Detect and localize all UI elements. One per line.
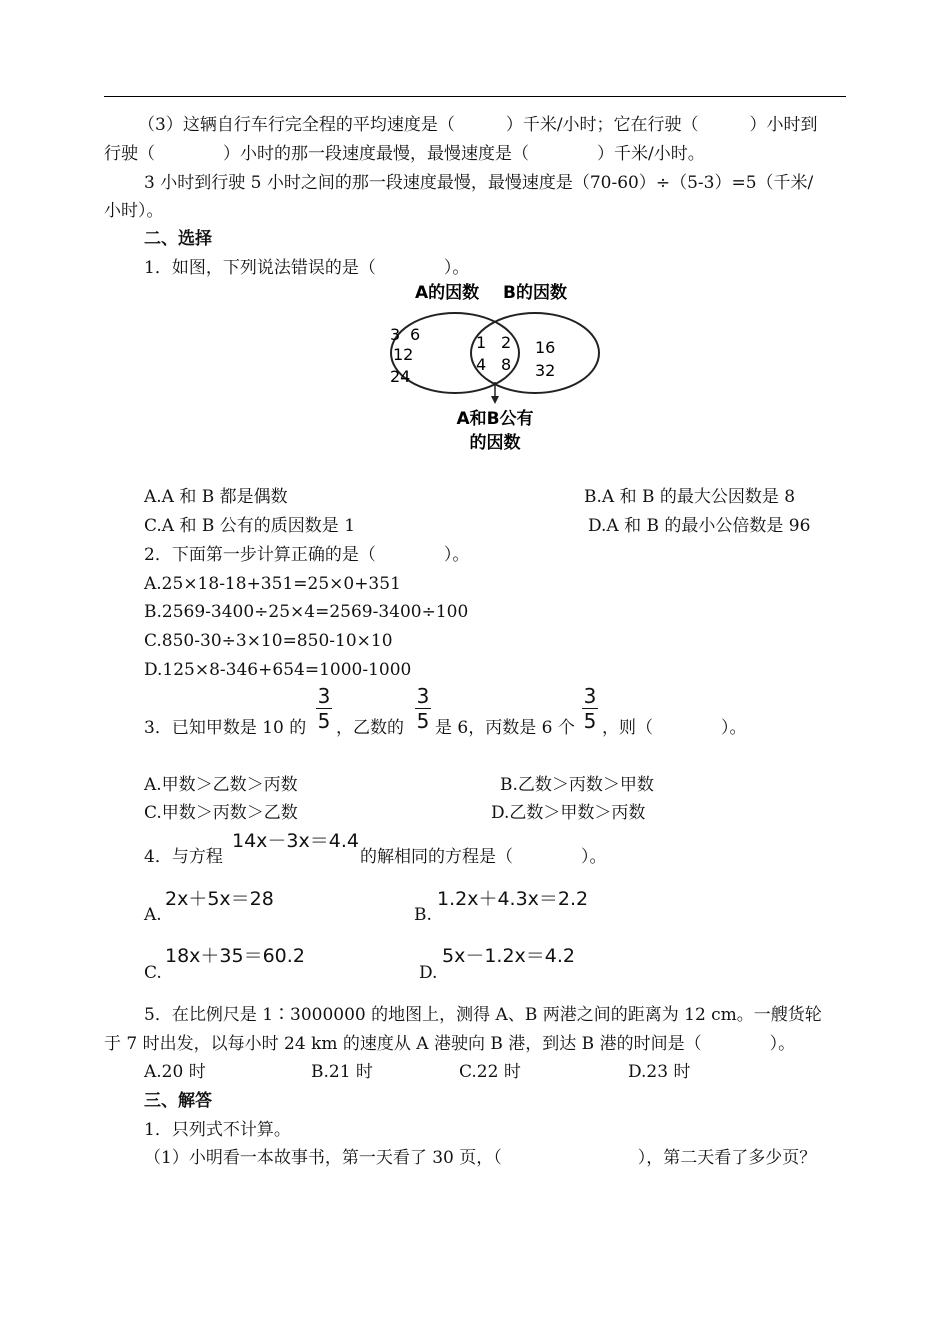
venn-left-num: 24 — [390, 367, 411, 386]
q4-option-a-label: A. — [144, 905, 162, 925]
q1-option-a: A.A 和 B 都是偶数 — [144, 487, 288, 507]
venn-diagram — [385, 278, 605, 458]
venn-mid-num: 1 — [476, 333, 487, 352]
q4-option-b-equation: 1.2x＋4.3x＝2.2 — [437, 888, 589, 910]
q4-stem-part2: 的解相同的方程是（ ）。 — [360, 847, 607, 867]
p3-answer-line1: 3 小时到行驶 5 小时之间的那一段速度最慢，最慢速度是（70-60）÷（5-3）=5（千米/ — [144, 173, 814, 193]
q5-stem-line1: 5．在比例尺是 1∶3000000 的地图上，测得 A、B 两港之间的距离为 12 cm。一艘货轮 — [144, 1005, 822, 1025]
q4-option-d-label: D. — [419, 963, 438, 983]
q4-option-c-equation: 18x＋35＝60.2 — [165, 945, 305, 967]
fraction-three-fifths — [415, 685, 431, 732]
fraction-denominator: 5 — [317, 709, 331, 733]
venn-common-label1: A和B公有 — [456, 409, 534, 429]
q1-option-c: C.A 和 B 公有的质因数是 1 — [144, 516, 356, 536]
fraction-denominator: 5 — [416, 709, 430, 733]
venn-left-num: 6 — [410, 325, 421, 344]
q4-stem-part1: 4．与方程 — [144, 847, 223, 867]
q3-stem-part2: ，乙数的 — [336, 718, 404, 738]
q1-stem: 1．如图，下列说法错误的是（ ）。 — [144, 258, 470, 278]
q2-option-a: A.25×18-18+351=25×0+351 — [144, 574, 401, 594]
fraction-numerator: 3 — [416, 684, 430, 708]
q5-option-c: C.22 时 — [459, 1062, 521, 1082]
venn-mid-num: 2 — [501, 333, 512, 352]
q2-option-d: D.125×8-346+654=1000-1000 — [144, 660, 412, 680]
s3q1-sub1: （1）小明看一本故事书，第一天看了 30 页，（ ），第二天看了多少页？ — [144, 1148, 817, 1168]
q5-option-a: A.20 时 — [144, 1062, 206, 1082]
s3q1-stem: 1．只列式不计算。 — [144, 1120, 291, 1140]
q4-equation: 14x－3x＝4.4 — [232, 830, 359, 852]
q3-option-a: A.甲数＞乙数＞丙数 — [144, 775, 298, 795]
p3-answer-line2: 小时）。 — [104, 201, 164, 221]
q3-stem-part3: 是 6，丙数是 6 个 — [435, 718, 575, 738]
q5-option-b: B.21 时 — [311, 1062, 373, 1082]
q3-stem-part1: 3．已知甲数是 10 的 — [144, 718, 307, 738]
q4-option-a-equation: 2x＋5x＝28 — [165, 888, 274, 910]
p3-question-line2: 行驶（ ）小时的那一段速度最慢，最慢速度是（ ）千米/小时。 — [104, 144, 705, 164]
q3-option-c: C.甲数＞丙数＞乙数 — [144, 803, 298, 823]
q2-option-c: C.850-30÷3×10=850-10×10 — [144, 631, 393, 651]
fraction-three-fifths — [582, 685, 598, 732]
venn-arrow-head — [491, 396, 499, 404]
q3-stem-part4: ，则（ ）。 — [602, 718, 747, 738]
q3-option-b: B.乙数＞丙数＞甲数 — [500, 775, 654, 795]
q1-option-d: D.A 和 B 的最小公倍数是 96 — [588, 516, 811, 536]
q5-stem-line2: 于 7 时出发，以每小时 24 km 的速度从 A 港驶向 B 港，到达 B 港的时间是（ ）。 — [104, 1034, 796, 1054]
p3-question-line1: （3）这辆自行车行完全程的平均速度是（ ）千米/小时；它在行驶（ ）小时到 — [138, 115, 818, 135]
venn-mid-num: 8 — [501, 355, 512, 374]
q3-option-d: D.乙数＞甲数＞丙数 — [491, 803, 646, 823]
venn-mid-num: 4 — [476, 355, 487, 374]
header-rule — [104, 96, 846, 97]
venn-label-a: A的因数 — [415, 283, 480, 303]
fraction-numerator: 3 — [317, 684, 331, 708]
venn-right-num: 16 — [535, 338, 556, 357]
venn-right-num: 32 — [535, 361, 556, 380]
section-title-choice: 二、选择 — [144, 229, 212, 249]
q4-option-b-label: B. — [414, 905, 432, 925]
section-title-answer: 三、解答 — [144, 1091, 212, 1111]
fraction-denominator: 5 — [583, 709, 597, 733]
q2-stem: 2．下面第一步计算正确的是（ ）。 — [144, 545, 470, 565]
fraction-three-fifths — [316, 685, 332, 732]
q4-option-d-equation: 5x－1.2x＝4.2 — [442, 945, 576, 967]
q5-option-d: D.23 时 — [628, 1062, 691, 1082]
venn-left-num: 3 — [390, 325, 401, 344]
fraction-numerator: 3 — [583, 684, 597, 708]
q1-option-b: B.A 和 B 的最大公因数是 8 — [584, 487, 796, 507]
q2-option-b: B.2569-3400÷25×4=2569-3400÷100 — [144, 602, 469, 622]
venn-left-num: 12 — [393, 345, 414, 364]
venn-common-label2: 的因数 — [469, 433, 521, 453]
q4-option-c-label: C. — [144, 963, 162, 983]
venn-label-b: B的因数 — [503, 283, 567, 303]
